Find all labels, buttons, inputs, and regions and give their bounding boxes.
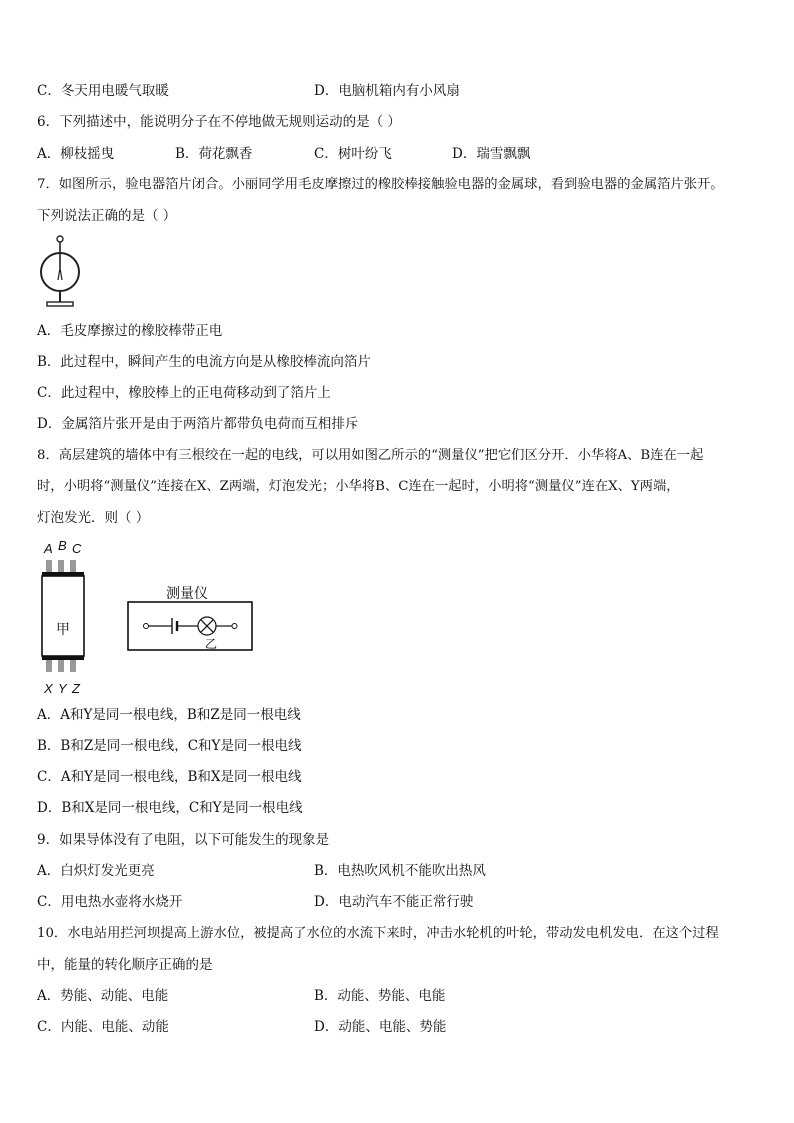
label-b: B: [58, 538, 67, 553]
metal-ball: [57, 236, 63, 242]
q5-option-c: C．冬天用电暖气取暖: [37, 83, 169, 99]
terminal-x: [46, 660, 52, 672]
terminal-z: [70, 660, 76, 672]
label-y: Y: [58, 681, 67, 696]
q7-stem-line1: 7．如图所示，验电器箔片闭合。小丽同学用毛皮摩擦过的橡胶棒接触验电器的金属球，看到验电器的金属箔片张开。: [37, 177, 724, 192]
label-z: Z: [72, 681, 80, 696]
stand-base: [47, 302, 73, 306]
meter-terminal-left: [144, 624, 149, 629]
q7-option-a: A．毛皮摩擦过的橡胶棒带正电: [37, 323, 223, 339]
q9-option-c: C．用电热水壶将水烧开: [37, 894, 183, 910]
q6-option-b: B．荷花飘香: [175, 146, 253, 162]
box-bottom-cap: [42, 656, 84, 660]
q9-option-b: B．电热吹风机不能吹出热风: [314, 863, 486, 879]
meter-sub-label: 乙: [205, 637, 218, 651]
q7-option-b: B．此过程中，瞬间产生的电流方向是从橡胶棒流向箔片: [37, 354, 371, 370]
q10-option-b: B．动能、势能、电能: [314, 988, 446, 1004]
q10-option-c: C．内能、电能、动能: [37, 1019, 169, 1035]
q6-option-c: C．树叶纷飞: [314, 146, 392, 162]
q10-stem-line2: 中，能量的转化顺序正确的是: [37, 957, 213, 973]
label-a: A: [44, 541, 53, 556]
q6-option-a: A．柳枝摇曳: [37, 146, 115, 162]
q7-option-c: C．此过程中，橡胶棒上的正电荷移动到了箔片上: [37, 385, 331, 401]
q8-stem-line3: 灯泡发光．则（ ）: [37, 510, 150, 526]
q6-stem: 6．下列描述中，能说明分子在不停地做无规则运动的是（ ）: [37, 114, 401, 130]
meter-terminal-right: [232, 624, 237, 629]
q5-option-d: D．电脑机箱内有小风扇: [314, 83, 460, 99]
q10-option-d: D．动能、电能、势能: [314, 1019, 447, 1035]
q7-stem-line2: 下列说法正确的是（ ）: [37, 208, 177, 224]
wire-box: [42, 576, 84, 656]
q8-option-a: A．A和Y是同一根电线，B和Z是同一根电线: [37, 707, 301, 723]
electroscope-figure: [38, 234, 84, 310]
q7-option-d: D．金属箔片张开是由于两箔片都带负电荷而互相排斥: [37, 416, 359, 432]
meter-title: 测量仪: [166, 585, 208, 601]
q6-option-d: D．瑞雪飘飘: [452, 146, 531, 162]
q8-option-d: D．B和X是同一根电线，C和Y是同一根电线: [37, 800, 303, 816]
q10-stem-line1: 10．水电站用拦河坝提高上游水位，被提高了水位的水流下来时，冲击水轮机的叶轮，带动发电机发电．在这个过程: [37, 926, 719, 941]
q9-option-d: D．电动汽车不能正常行驶: [314, 894, 474, 910]
label-c: C: [72, 541, 82, 556]
q9-stem: 9．如果导体没有了电阻，以下可能发生的现象是: [37, 832, 330, 848]
terminal-y: [58, 660, 64, 672]
foil-leaf: [60, 268, 62, 280]
q8-stem-line2: 时，小明将“测量仪”连接在X、Z两端，灯泡发光；小华将B、C连在一起时，小明将“测量仪”连在X、Y两端，: [37, 479, 680, 494]
q9-option-a: A．白炽灯发光更亮: [37, 863, 155, 879]
wire-tester-figure: [38, 536, 260, 698]
label-x: X: [44, 681, 53, 696]
q10-option-a: A．势能、动能、电能: [37, 988, 169, 1004]
box-label: 甲: [56, 621, 70, 637]
q8-option-b: B．B和Z是同一根电线，C和Y是同一根电线: [37, 738, 302, 754]
q8-stem-line1: 8．高层建筑的墙体中有三根绞在一起的电线，可以用如图乙所示的“测量仪”把它们区分开．小华将A、B连在一起: [37, 448, 704, 463]
terminal-c: [70, 560, 76, 572]
q8-option-c: C．A和Y是同一根电线，B和X是同一根电线: [37, 769, 302, 785]
terminal-b: [58, 560, 64, 572]
terminal-a: [46, 560, 52, 572]
